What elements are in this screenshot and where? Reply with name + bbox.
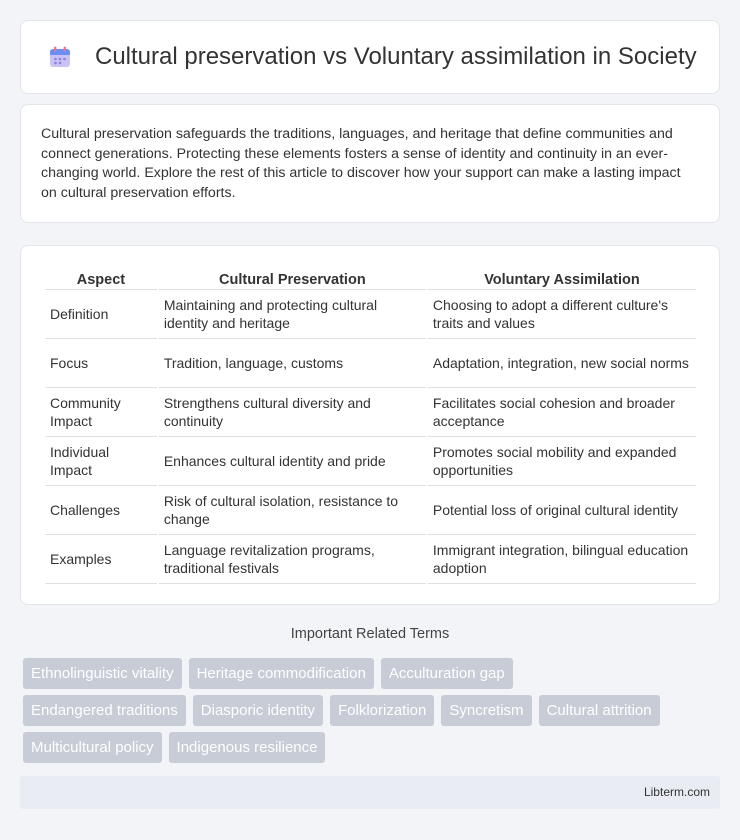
related-terms-list [23, 658, 723, 769]
table-cell-assimilation: Adaptation, integration, new social norms [428, 339, 696, 388]
related-term-tag[interactable]: Heritage commodification [189, 658, 374, 689]
table-row [45, 339, 696, 388]
related-term-tag[interactable]: Diasporic identity [193, 695, 323, 726]
table-cell-aspect: Examples [45, 535, 157, 584]
table-cell-aspect: Focus [45, 339, 157, 388]
footer-site-link[interactable]: Libterm.com [643, 785, 710, 799]
table-header-row [45, 266, 696, 290]
table-cell-preservation: Maintaining and protecting cultural identity and heritage [159, 290, 426, 339]
table-cell-preservation: Language revitalization programs, traditional festivals [159, 535, 426, 584]
column-header-aspect: Aspect [45, 266, 157, 290]
table-cell-preservation: Risk of cultural isolation, resistance to change [159, 486, 426, 535]
table-cell-aspect: Definition [45, 290, 157, 339]
table-cell-assimilation: Facilitates social cohesion and broader acceptance [428, 388, 696, 437]
table-cell-assimilation: Choosing to adopt a different culture's traits and values [428, 290, 696, 339]
related-term-tag[interactable]: Folklorization [330, 695, 434, 726]
related-term-tag[interactable]: Ethnolinguistic vitality [23, 658, 182, 689]
table-cell-aspect: Community Impact [45, 388, 157, 437]
related-term-tag[interactable]: Multicultural policy [23, 732, 162, 763]
footer [20, 776, 720, 809]
intro-card [20, 104, 720, 223]
table-row [45, 388, 696, 437]
table-row [45, 437, 696, 486]
related-term-tag[interactable]: Syncretism [441, 695, 531, 726]
comparison-table-card [20, 245, 720, 605]
tag-row [23, 658, 723, 689]
related-terms-heading: Important Related Terms [290, 626, 450, 642]
table-cell-preservation: Strengthens cultural diversity and continuity [159, 388, 426, 437]
table-cell-preservation: Enhances cultural identity and pride [159, 437, 426, 486]
related-term-tag[interactable]: Indigenous resilience [169, 732, 326, 763]
table-cell-aspect: Challenges [45, 486, 157, 535]
column-header-voluntary-assimilation: Voluntary Assimilation [428, 266, 696, 290]
tag-row [23, 732, 723, 763]
table-cell-preservation: Tradition, language, customs [159, 339, 426, 388]
related-term-tag[interactable]: Endangered traditions [23, 695, 186, 726]
related-term-tag[interactable]: Acculturation gap [381, 658, 513, 689]
table-cell-assimilation: Promotes social mobility and expanded opportunities [428, 437, 696, 486]
related-term-tag[interactable]: Cultural attrition [539, 695, 660, 726]
table-row [45, 290, 696, 339]
calendar-icon [47, 44, 73, 70]
tag-row [23, 695, 723, 726]
header-card [20, 20, 720, 94]
table-row [45, 535, 696, 584]
page-title: Cultural preservation vs Voluntary assimilation in Society [95, 43, 697, 70]
table-cell-aspect: Individual Impact [45, 437, 157, 486]
comparison-table [43, 266, 698, 584]
table-row [45, 486, 696, 535]
table-cell-assimilation: Potential loss of original cultural identity [428, 486, 696, 535]
column-header-cultural-preservation: Cultural Preservation [159, 266, 426, 290]
table-cell-assimilation: Immigrant integration, bilingual education adoption [428, 535, 696, 584]
intro-paragraph: Cultural preservation safeguards the traditions, languages, and heritage that define communities and connect generations. Protecting these elements fosters a sense of identity and continuity in an ever-changing world. Explore the rest of this article to discover how your support can make a lasting impact on cultural preservation efforts. [41, 126, 681, 201]
